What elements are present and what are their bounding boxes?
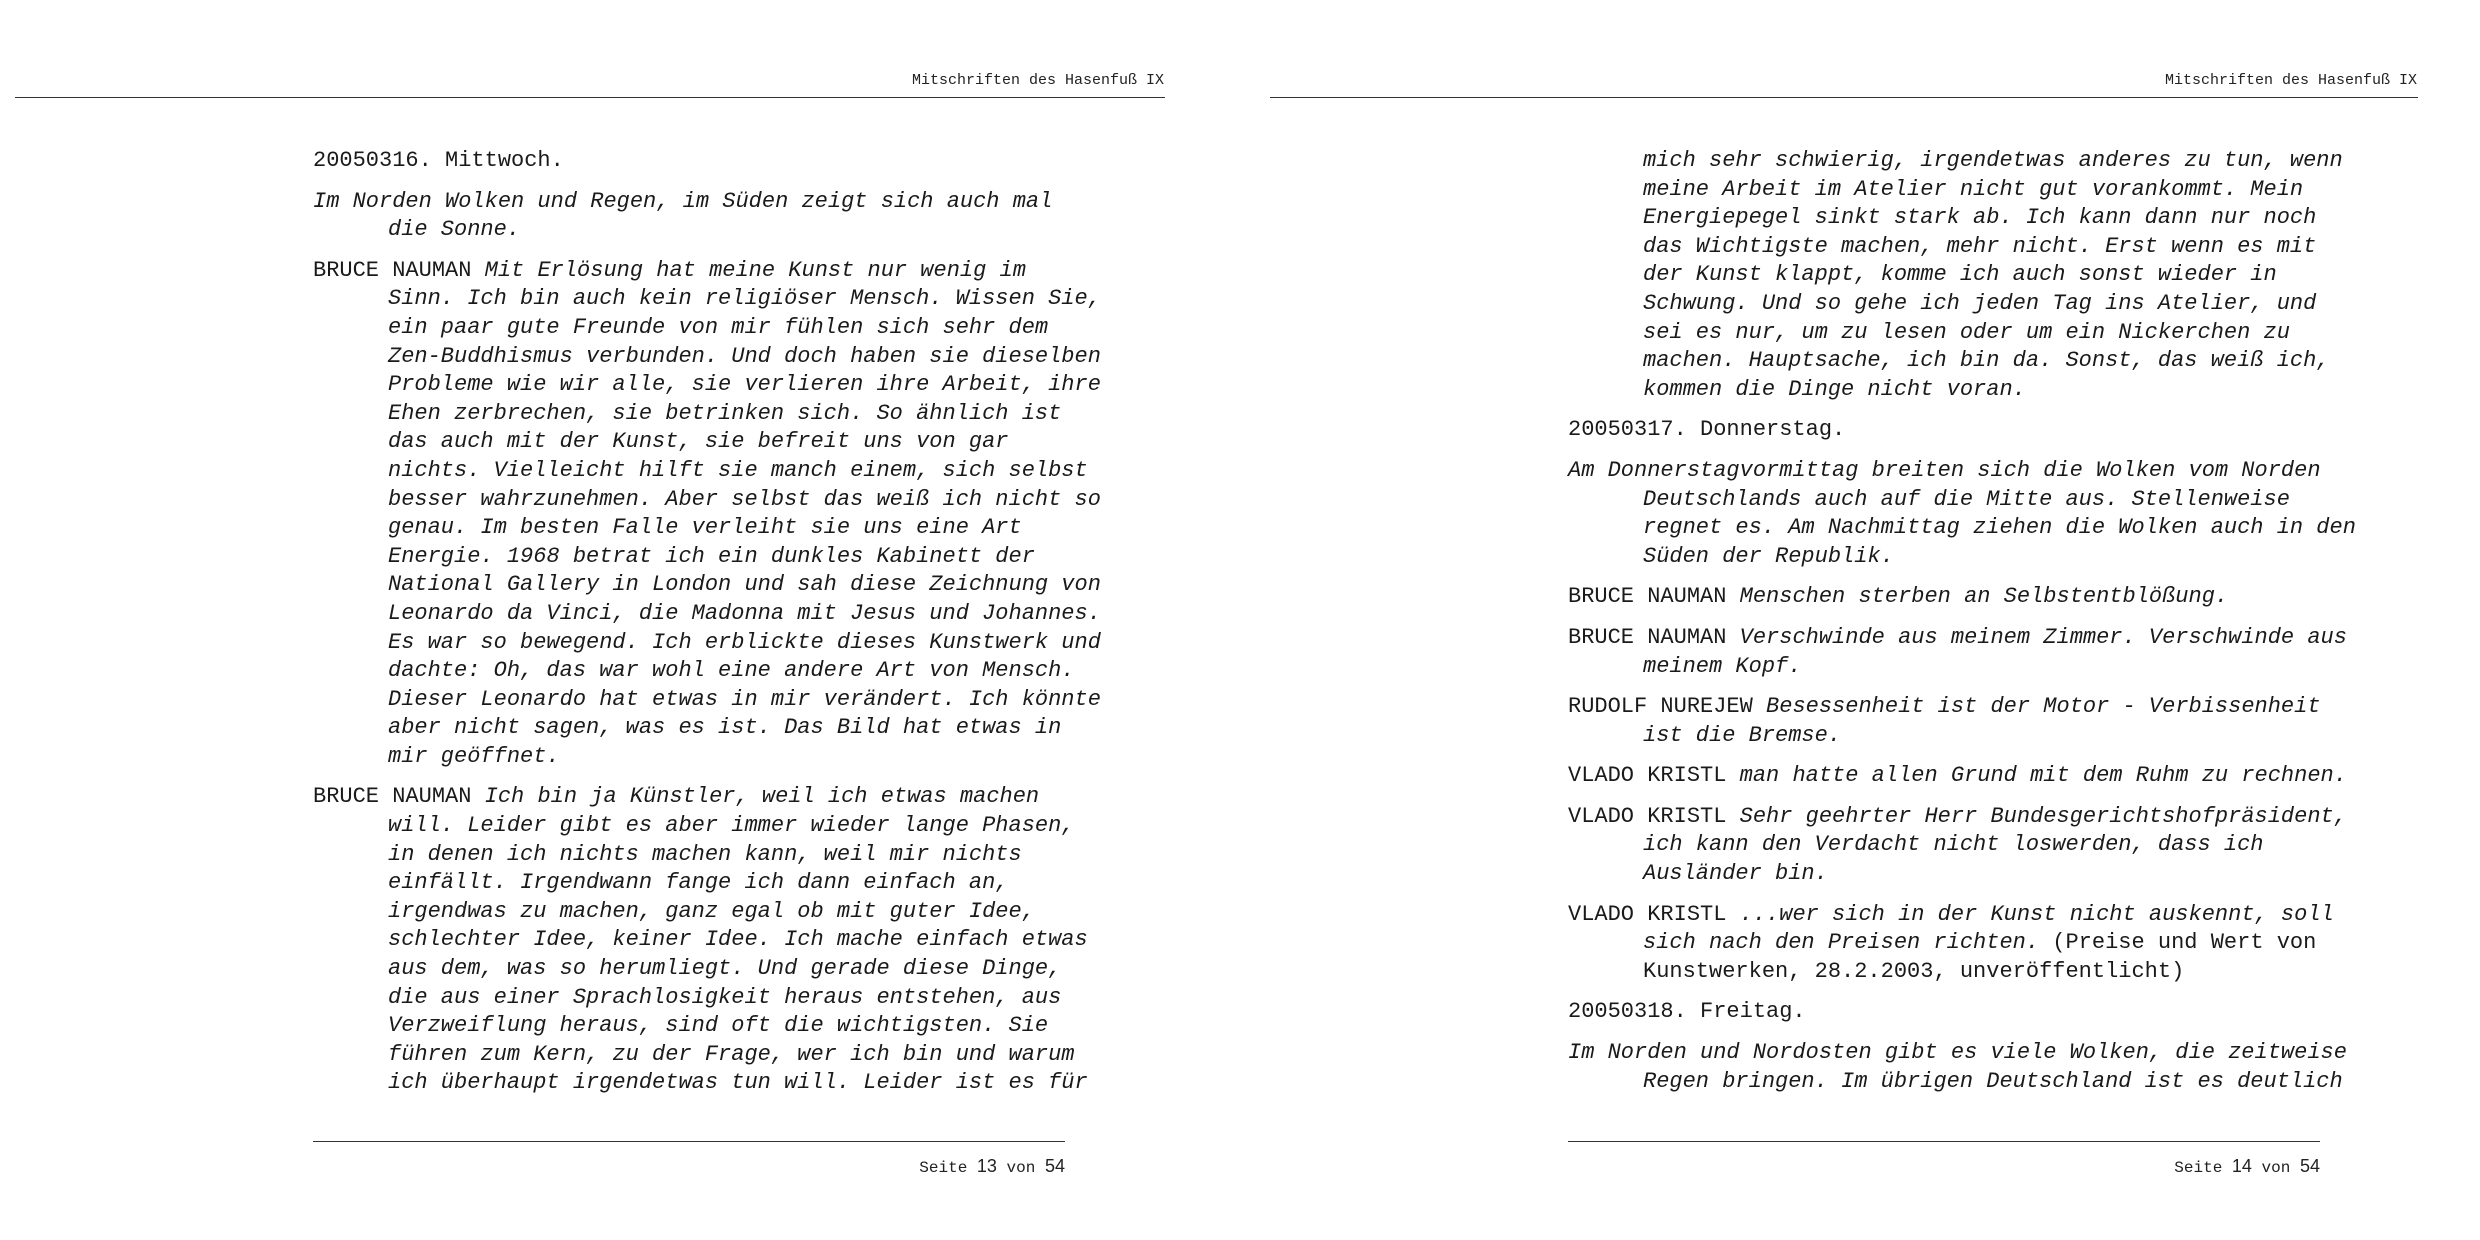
- quote-speaker: VLADO KRISTL: [1568, 763, 1727, 789]
- page-total: 54: [1044, 1156, 1065, 1176]
- quote-speaker: VLADO KRISTL: [1568, 901, 1727, 927]
- quote-text: Besessenheit ist der Motor - Verbissenheit ist die Bremse.: [1643, 694, 2321, 748]
- weather-note: Im Norden und Nordosten gibt es viele Wolken, die zeitweise Regen bringen. Im übrigen Deutschland ist es deutlich: [1568, 1040, 2347, 1094]
- page-number: 14: [2231, 1156, 2252, 1176]
- quote-speaker: RUDOLF NUREJEW: [1568, 694, 1753, 720]
- footer-label: Seite: [919, 1159, 968, 1177]
- weather-note: Am Donnerstagvormittag breiten sich die Wolken vom Norden Deutschlands auch auf die Mitte aus. Stellenweise regnet es. Am Nachmittag ziehen die Wolken auch in den Süden der Republik.: [1568, 457, 2356, 569]
- quote-speaker: BRUCE NAUMAN: [1568, 584, 1727, 610]
- footer-label: von: [2261, 1159, 2291, 1177]
- entry-date: 20050318. Freitag.: [1568, 999, 1806, 1025]
- right-page: [1240, 0, 2480, 1240]
- quote-paragraph: [1568, 901, 2358, 987]
- quote-paragraph: [1568, 693, 2358, 750]
- quote-text: Sehr geehrter Herr Bundesgerichtshofpräsident, ich kann den Verdacht nicht loswerden, dass ich Ausländer bin.: [1643, 803, 2347, 887]
- header-rule: [1270, 97, 2418, 98]
- quote-speaker: BRUCE NAUMAN: [313, 784, 472, 810]
- quote-paragraph: [1568, 762, 2358, 791]
- footer-label: von: [1006, 1159, 1036, 1177]
- continued-quote-text: mich sehr schwierig, irgendetwas anderes zu tun, wenn meine Arbeit im Atelier nicht gut vorankommt. Mein Energiepegel sinkt stark ab. Ich kann dann nur noch das Wichtigste machen, mehr nicht. Erst wenn es mit der Kunst klappt, komme ich auch sonst wieder in Schwung. Und so gehe ich jeden Tag ins Atelier, und sei es nur, um zu lesen oder um ein Nickerchen zu machen. Hauptsache, ich bin da. Sonst, das weiß ich, kommen die Dinge nicht voran.: [1643, 148, 2343, 402]
- page-footer: [1568, 1156, 2320, 1177]
- quote-paragraph: [1568, 583, 2358, 612]
- page-total: 54: [2299, 1156, 2320, 1176]
- quote-text: Mit Erlösung hat meine Kunst nur wenig im Sinn. Ich bin auch kein religiöser Mensch. Wissen Sie, ein paar gute Freunde von mir fühlen sich sehr dem Zen-Buddhismus verbunden. Und doch haben sie dieselben Probleme wie wir alle, sie verlieren ihre Arbeit, ihre Ehen zerbrechen, sie betrinken sich. So ähnlich ist das auch mit der Kunst, sie befreit uns von gar nichts. Vielleicht hilft sie manch einem, sich selbst besser wahrzunehmen. Aber selbst das weiß ich nicht so genau. Im besten Falle verleiht sie uns eine Art Energie. 1968 betrat ich ein dunkles Kabinett der National Gallery in London und sah diese Zeichnung von Leonardo da Vinci, die Madonna mit Jesus und Johannes. Es war so bewegend. Ich erblickte dieses Kunstwerk und dachte: Oh, das war wohl eine andere Art von Mensch. Dieser Leonardo hat etwas in mir verändert. Ich könnte aber nicht sagen, was es ist. Das Bild hat etwas in mir geöffnet.: [388, 257, 1101, 769]
- quote-text: man hatte allen Grund mit dem Ruhm zu rechnen.: [1739, 763, 2347, 789]
- quote-text: Ich bin ja Künstler, weil ich etwas machen will. Leider gibt es aber immer wieder lange Phasen, in denen ich nichts machen kann, weil mir nichts einfällt. Irgendwann fange ich dann einfach an, irgendwas zu machen, ganz egal ob mit guter Idee, schlechter Idee, keiner Idee. Ich mache einfach etwas aus dem, was so herumliegt. Und gerade diese Dinge, die aus einer Sprachlosigkeit heraus entstehen, aus Verzweiflung heraus, sind oft die wichtigsten. Sie führen zum Kern, zu der Frage, wer ich bin und warum ich überhaupt irgendetwas tun will. Leider ist es für: [388, 784, 1088, 1096]
- page-body: [313, 147, 1103, 1110]
- quote-speaker: BRUCE NAUMAN: [313, 257, 472, 283]
- entry-date: 20050316. Mittwoch.: [313, 148, 564, 173]
- quote-speaker: BRUCE NAUMAN: [1568, 624, 1727, 650]
- quote-paragraph: [1568, 803, 2358, 889]
- quote-text: ...wer sich in der Kunst nicht auskennt, soll sich nach den Preisen richten.: [1643, 901, 2334, 956]
- quote-text: Verschwinde aus meinem Zimmer. Verschwinde aus meinem Kopf.: [1643, 624, 2347, 679]
- entry-date: 20050317. Donnerstag.: [1568, 417, 1846, 443]
- weather-note: Im Norden Wolken und Regen, im Süden zeigt sich auch mal die Sonne.: [313, 188, 1053, 243]
- page-body: [1568, 147, 2358, 1108]
- footer-rule: [313, 1141, 1065, 1142]
- quote-paragraph: [313, 783, 1103, 1098]
- quote-paragraph: [313, 257, 1103, 772]
- running-header: Mitschriften des Hasenfuß IX: [911, 72, 1164, 89]
- quote-speaker: VLADO KRISTL: [1568, 803, 1727, 829]
- source-note: (Preise und Wert von Kunstwerken, 28.2.2003, unveröffentlicht): [1643, 930, 2317, 984]
- footer-label: Seite: [2174, 1159, 2223, 1177]
- page-footer: [313, 1156, 1065, 1177]
- header-rule: [15, 97, 1165, 98]
- quote-text: Menschen sterben an Selbstentblößung.: [1739, 584, 2229, 610]
- footer-rule: [1568, 1141, 2320, 1142]
- page-number: 13: [976, 1156, 997, 1176]
- running-header: Mitschriften des Hasenfuß IX: [2164, 72, 2417, 89]
- quote-paragraph: [1568, 624, 2358, 681]
